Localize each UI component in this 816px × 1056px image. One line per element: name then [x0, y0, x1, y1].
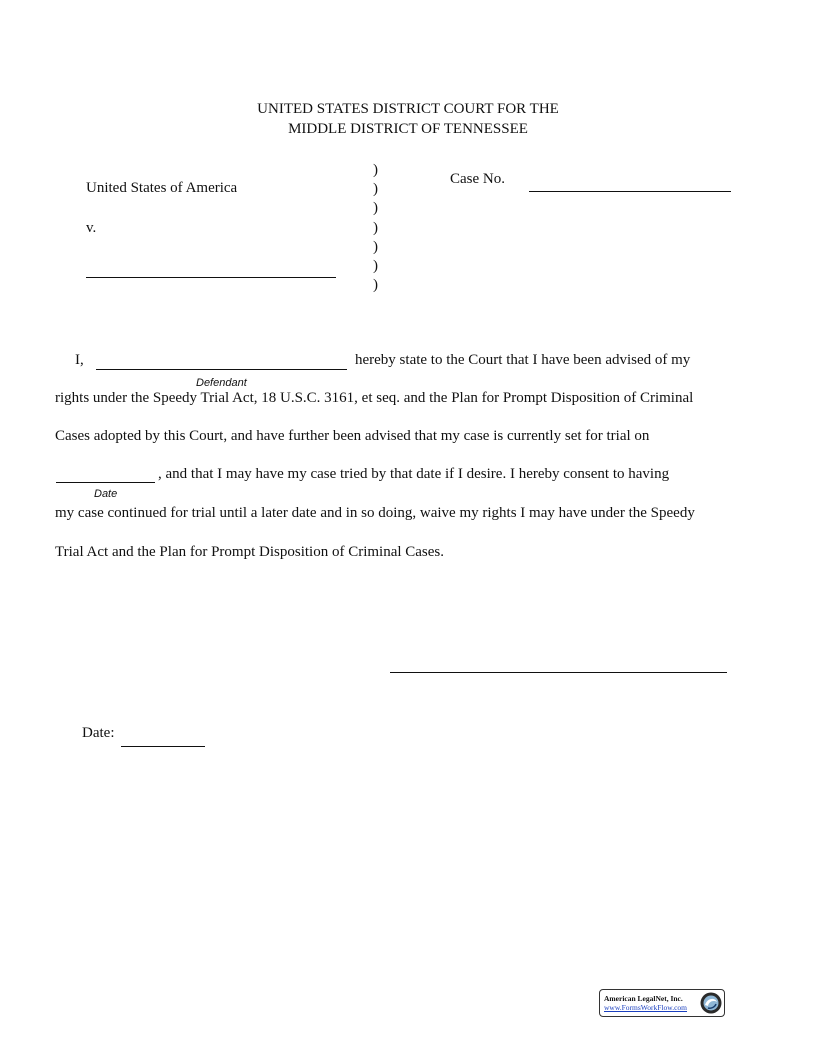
american-legalnet-logo[interactable]: [599, 989, 725, 1017]
caption-paren: ): [373, 162, 378, 178]
caption-paren: ): [373, 239, 378, 255]
date-caption: Date: [94, 488, 118, 500]
body-line-2: rights under the Speedy Trial Act, 18 U.S.C. 3161, et seq. and the Plan for Prompt Disposition of Criminal: [55, 390, 694, 406]
caption-paren: ): [373, 220, 378, 236]
date-blank-line[interactable]: [121, 746, 205, 747]
court-title-line1: UNITED STATES DISTRICT COURT FOR THE: [257, 101, 559, 117]
body-line-5: my case continued for trial until a later date and in so doing, waive my rights I may have under the Speedy: [55, 505, 695, 521]
body-line-1: hereby state to the Court that I have been advised of my: [355, 352, 691, 368]
body-line-3: Cases adopted by this Court, and have further been advised that my case is currently set for trial on: [55, 428, 650, 444]
body-line-4: , and that I may have my case tried by that date if I desire. I hereby consent to having: [158, 466, 670, 482]
logo-url-link[interactable]: www.FormsWorkFlow.com: [604, 1003, 688, 1012]
caption-paren: ): [373, 277, 378, 293]
plaintiff-name: United States of America: [86, 180, 238, 196]
case-number-label: Case No.: [450, 171, 505, 187]
defendant-name-line[interactable]: [86, 277, 336, 278]
versus-label: v.: [86, 220, 97, 236]
court-title-line2: MIDDLE DISTRICT OF TENNESSEE: [288, 121, 528, 137]
caption-paren: ): [373, 258, 378, 274]
caption-paren: ): [373, 200, 378, 216]
caption-paren: ): [373, 181, 378, 197]
globe-swirl-icon: [699, 991, 723, 1015]
defendant-blank-line[interactable]: [96, 369, 347, 370]
trial-date-blank-line[interactable]: [56, 482, 155, 483]
date-label: Date:: [82, 725, 115, 741]
case-number-line[interactable]: [529, 191, 731, 192]
body-line-6: Trial Act and the Plan for Prompt Disposition of Criminal Cases.: [55, 544, 445, 560]
defendant-caption: Defendant: [196, 377, 247, 389]
signature-line[interactable]: [390, 672, 727, 673]
intro-word: I,: [75, 352, 84, 368]
logo-company-name: American LegalNet, Inc.: [604, 994, 683, 1003]
